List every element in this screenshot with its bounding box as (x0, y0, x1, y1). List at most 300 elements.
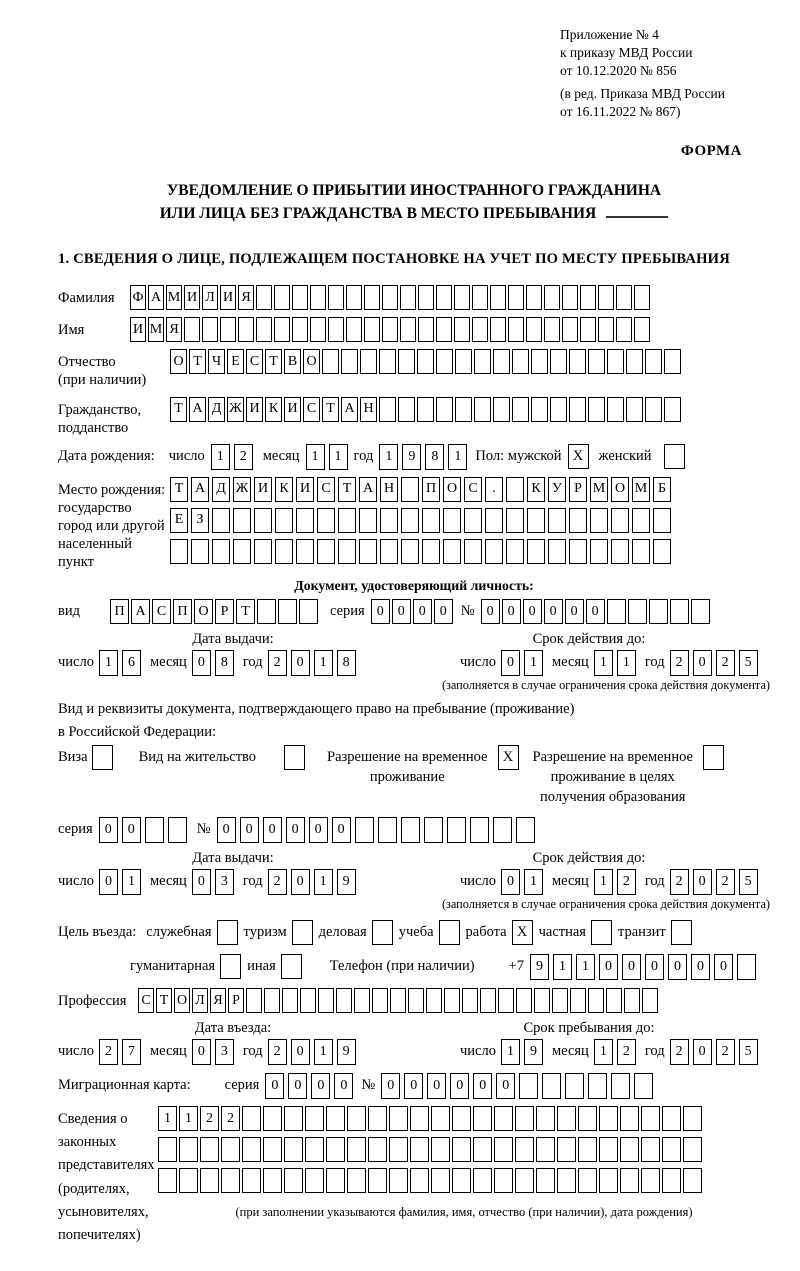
char-cell[interactable] (494, 1106, 513, 1131)
char-cell[interactable]: Л (192, 988, 208, 1013)
char-cell[interactable] (296, 508, 314, 533)
purpose-checkbox[interactable] (292, 920, 313, 945)
char-cell[interactable] (683, 1106, 702, 1131)
char-cell[interactable] (634, 1073, 653, 1099)
char-cell[interactable] (379, 349, 396, 374)
char-cell[interactable]: 0 (288, 1073, 307, 1099)
char-cell[interactable] (364, 317, 380, 342)
char-cell[interactable] (443, 508, 461, 533)
char-cell[interactable] (264, 988, 280, 1013)
char-cell[interactable] (531, 349, 548, 374)
char-cell[interactable] (452, 1137, 471, 1162)
char-cell[interactable] (474, 349, 491, 374)
char-cell[interactable] (317, 508, 335, 533)
char-cell[interactable] (516, 988, 532, 1013)
char-cell[interactable] (454, 285, 470, 310)
char-cell[interactable]: 1 (211, 444, 230, 470)
char-cell[interactable] (599, 1106, 618, 1131)
char-cell[interactable] (527, 508, 545, 533)
char-cell[interactable]: 0 (309, 817, 328, 843)
char-cell[interactable] (389, 1137, 408, 1162)
char-cell[interactable] (422, 539, 440, 564)
char-cell[interactable]: К (265, 397, 282, 422)
char-cell[interactable]: 0 (496, 1073, 515, 1099)
char-cell[interactable]: 0 (693, 1039, 712, 1065)
char-cell[interactable]: 2 (268, 869, 287, 895)
char-cell[interactable] (562, 317, 578, 342)
char-cell[interactable]: 9 (337, 1039, 356, 1065)
char-cell[interactable] (318, 988, 334, 1013)
char-cell[interactable] (526, 317, 542, 342)
char-cell[interactable] (326, 1137, 345, 1162)
char-cell[interactable]: 0 (502, 599, 521, 624)
char-cell[interactable] (542, 1073, 561, 1099)
char-cell[interactable] (464, 508, 482, 533)
char-cell[interactable] (263, 1106, 282, 1131)
char-cell[interactable]: И (246, 397, 263, 422)
char-cell[interactable] (401, 477, 419, 502)
char-cell[interactable] (536, 1137, 555, 1162)
char-cell[interactable]: 1 (379, 444, 398, 470)
char-cell[interactable] (400, 285, 416, 310)
char-cell[interactable]: Н (380, 477, 398, 502)
char-cell[interactable] (606, 988, 622, 1013)
char-cell[interactable] (300, 988, 316, 1013)
char-cell[interactable]: 0 (99, 817, 118, 843)
char-cell[interactable] (354, 988, 370, 1013)
char-cell[interactable]: 0 (371, 599, 390, 624)
char-cell[interactable] (246, 988, 262, 1013)
char-cell[interactable]: 1 (99, 650, 118, 676)
char-cell[interactable] (580, 285, 596, 310)
char-cell[interactable] (380, 539, 398, 564)
char-cell[interactable] (379, 397, 396, 422)
char-cell[interactable]: 1 (158, 1106, 177, 1131)
char-cell[interactable] (158, 1137, 177, 1162)
char-cell[interactable]: 1 (179, 1106, 198, 1131)
char-cell[interactable] (691, 599, 710, 624)
char-cell[interactable]: 2 (234, 444, 253, 470)
char-cell[interactable] (380, 508, 398, 533)
char-cell[interactable] (515, 1137, 534, 1162)
char-cell[interactable]: 0 (192, 869, 211, 895)
char-cell[interactable] (431, 1168, 450, 1193)
char-cell[interactable] (653, 508, 671, 533)
char-cell[interactable] (347, 1137, 366, 1162)
char-cell[interactable]: 1 (524, 869, 543, 895)
char-cell[interactable]: Я (210, 988, 226, 1013)
char-cell[interactable] (368, 1106, 387, 1131)
char-cell[interactable] (512, 349, 529, 374)
char-cell[interactable]: 2 (670, 650, 689, 676)
char-cell[interactable] (436, 317, 452, 342)
char-cell[interactable] (242, 1137, 261, 1162)
char-cell[interactable] (464, 539, 482, 564)
char-cell[interactable]: С (152, 599, 171, 624)
char-cell[interactable]: С (138, 988, 154, 1013)
char-cell[interactable] (620, 1137, 639, 1162)
temp-residence-checkbox[interactable]: X (498, 745, 519, 770)
char-cell[interactable]: Е (227, 349, 244, 374)
char-cell[interactable]: А (191, 477, 209, 502)
char-cell[interactable]: А (341, 397, 358, 422)
char-cell[interactable] (256, 285, 272, 310)
char-cell[interactable]: 1 (314, 869, 333, 895)
char-cell[interactable]: 0 (501, 650, 520, 676)
char-cell[interactable] (569, 508, 587, 533)
char-cell[interactable] (462, 988, 478, 1013)
char-cell[interactable] (470, 817, 489, 843)
char-cell[interactable] (426, 988, 442, 1013)
char-cell[interactable]: 0 (481, 599, 500, 624)
char-cell[interactable]: 0 (334, 1073, 353, 1099)
char-cell[interactable] (328, 317, 344, 342)
char-cell[interactable]: Т (265, 349, 282, 374)
char-cell[interactable] (683, 1168, 702, 1193)
char-cell[interactable] (200, 1137, 219, 1162)
char-cell[interactable]: Т (338, 477, 356, 502)
char-cell[interactable]: 1 (329, 444, 348, 470)
char-cell[interactable] (624, 988, 640, 1013)
char-cell[interactable] (620, 1168, 639, 1193)
char-cell[interactable] (368, 1168, 387, 1193)
char-cell[interactable]: 0 (501, 869, 520, 895)
char-cell[interactable]: 1 (553, 954, 572, 980)
char-cell[interactable]: Р (228, 988, 244, 1013)
char-cell[interactable] (662, 1106, 681, 1131)
char-cell[interactable] (474, 397, 491, 422)
char-cell[interactable]: 0 (714, 954, 733, 980)
char-cell[interactable] (220, 317, 236, 342)
char-cell[interactable] (299, 599, 318, 624)
char-cell[interactable]: 8 (425, 444, 444, 470)
char-cell[interactable] (473, 1168, 492, 1193)
char-cell[interactable]: 8 (215, 650, 234, 676)
char-cell[interactable]: М (166, 285, 182, 310)
char-cell[interactable]: 2 (268, 1039, 287, 1065)
char-cell[interactable] (242, 1106, 261, 1131)
char-cell[interactable] (649, 599, 668, 624)
char-cell[interactable] (212, 539, 230, 564)
char-cell[interactable]: Т (170, 397, 187, 422)
char-cell[interactable]: О (194, 599, 213, 624)
char-cell[interactable] (158, 1168, 177, 1193)
purpose-checkbox[interactable] (439, 920, 460, 945)
char-cell[interactable]: 0 (381, 1073, 400, 1099)
char-cell[interactable] (565, 1073, 584, 1099)
char-cell[interactable] (310, 317, 326, 342)
char-cell[interactable]: О (303, 349, 320, 374)
char-cell[interactable]: Д (208, 397, 225, 422)
char-cell[interactable] (590, 508, 608, 533)
char-cell[interactable]: 0 (523, 599, 542, 624)
char-cell[interactable] (444, 988, 460, 1013)
char-cell[interactable] (275, 508, 293, 533)
char-cell[interactable] (410, 1106, 429, 1131)
char-cell[interactable] (616, 317, 632, 342)
residence-permit-checkbox[interactable] (284, 745, 305, 770)
purpose-checkbox[interactable] (281, 954, 302, 979)
char-cell[interactable]: Р (215, 599, 234, 624)
char-cell[interactable] (202, 317, 218, 342)
char-cell[interactable] (578, 1137, 597, 1162)
char-cell[interactable]: 1 (306, 444, 325, 470)
char-cell[interactable]: 0 (645, 954, 664, 980)
char-cell[interactable]: 0 (691, 954, 710, 980)
char-cell[interactable] (317, 539, 335, 564)
char-cell[interactable]: 3 (215, 869, 234, 895)
char-cell[interactable] (737, 954, 756, 980)
char-cell[interactable]: З (191, 508, 209, 533)
char-cell[interactable] (494, 1168, 513, 1193)
char-cell[interactable] (598, 317, 614, 342)
char-cell[interactable] (292, 317, 308, 342)
char-cell[interactable] (431, 1137, 450, 1162)
char-cell[interactable]: 0 (265, 1073, 284, 1099)
char-cell[interactable] (401, 539, 419, 564)
char-cell[interactable]: П (422, 477, 440, 502)
char-cell[interactable]: 0 (693, 869, 712, 895)
char-cell[interactable]: С (317, 477, 335, 502)
char-cell[interactable]: 0 (192, 650, 211, 676)
char-cell[interactable] (512, 397, 529, 422)
char-cell[interactable]: 2 (617, 869, 636, 895)
char-cell[interactable] (455, 397, 472, 422)
char-cell[interactable] (278, 599, 297, 624)
char-cell[interactable] (506, 477, 524, 502)
char-cell[interactable]: Н (360, 397, 377, 422)
char-cell[interactable] (494, 1137, 513, 1162)
char-cell[interactable]: 0 (311, 1073, 330, 1099)
char-cell[interactable] (641, 1106, 660, 1131)
char-cell[interactable] (641, 1168, 660, 1193)
char-cell[interactable]: П (173, 599, 192, 624)
char-cell[interactable] (179, 1168, 198, 1193)
char-cell[interactable] (550, 349, 567, 374)
char-cell[interactable] (641, 1137, 660, 1162)
char-cell[interactable]: 0 (450, 1073, 469, 1099)
char-cell[interactable] (664, 349, 681, 374)
char-cell[interactable]: 0 (586, 599, 605, 624)
char-cell[interactable] (436, 349, 453, 374)
char-cell[interactable]: И (296, 477, 314, 502)
char-cell[interactable]: 0 (599, 954, 618, 980)
char-cell[interactable]: К (527, 477, 545, 502)
char-cell[interactable] (242, 1168, 261, 1193)
char-cell[interactable] (436, 397, 453, 422)
char-cell[interactable] (305, 1168, 324, 1193)
char-cell[interactable] (398, 397, 415, 422)
char-cell[interactable] (578, 1106, 597, 1131)
char-cell[interactable] (645, 397, 662, 422)
char-cell[interactable]: И (284, 397, 301, 422)
char-cell[interactable]: 0 (565, 599, 584, 624)
char-cell[interactable] (516, 817, 535, 843)
char-cell[interactable]: 0 (332, 817, 351, 843)
char-cell[interactable] (170, 539, 188, 564)
char-cell[interactable] (221, 1168, 240, 1193)
char-cell[interactable]: 1 (524, 650, 543, 676)
char-cell[interactable] (632, 539, 650, 564)
char-cell[interactable] (347, 1106, 366, 1131)
char-cell[interactable]: 0 (99, 869, 118, 895)
char-cell[interactable]: Т (322, 397, 339, 422)
char-cell[interactable] (382, 317, 398, 342)
char-cell[interactable] (473, 1106, 492, 1131)
char-cell[interactable] (642, 988, 658, 1013)
char-cell[interactable] (359, 508, 377, 533)
char-cell[interactable] (626, 397, 643, 422)
char-cell[interactable]: 3 (215, 1039, 234, 1065)
char-cell[interactable] (322, 349, 339, 374)
char-cell[interactable]: Т (189, 349, 206, 374)
char-cell[interactable] (607, 599, 626, 624)
char-cell[interactable] (338, 539, 356, 564)
char-cell[interactable] (436, 285, 452, 310)
char-cell[interactable]: 0 (544, 599, 563, 624)
char-cell[interactable]: 1 (314, 650, 333, 676)
char-cell[interactable] (401, 817, 420, 843)
char-cell[interactable] (346, 317, 362, 342)
char-cell[interactable] (254, 539, 272, 564)
char-cell[interactable] (336, 988, 352, 1013)
char-cell[interactable] (611, 539, 629, 564)
char-cell[interactable]: А (189, 397, 206, 422)
char-cell[interactable]: 0 (622, 954, 641, 980)
char-cell[interactable]: С (246, 349, 263, 374)
char-cell[interactable] (493, 349, 510, 374)
char-cell[interactable]: 0 (122, 817, 141, 843)
char-cell[interactable] (632, 508, 650, 533)
char-cell[interactable] (607, 397, 624, 422)
char-cell[interactable] (599, 1137, 618, 1162)
char-cell[interactable]: 0 (291, 869, 310, 895)
char-cell[interactable]: 8 (337, 650, 356, 676)
char-cell[interactable] (485, 508, 503, 533)
char-cell[interactable] (626, 349, 643, 374)
char-cell[interactable] (570, 988, 586, 1013)
char-cell[interactable] (670, 599, 689, 624)
char-cell[interactable] (284, 1168, 303, 1193)
char-cell[interactable] (200, 1168, 219, 1193)
char-cell[interactable] (257, 599, 276, 624)
char-cell[interactable] (263, 1137, 282, 1162)
char-cell[interactable] (498, 988, 514, 1013)
char-cell[interactable]: 0 (473, 1073, 492, 1099)
char-cell[interactable]: 0 (693, 650, 712, 676)
char-cell[interactable]: 2 (716, 650, 735, 676)
char-cell[interactable] (305, 1106, 324, 1131)
char-cell[interactable]: М (590, 477, 608, 502)
char-cell[interactable] (368, 1137, 387, 1162)
char-cell[interactable] (536, 1168, 555, 1193)
visa-checkbox[interactable] (92, 745, 113, 770)
sex-male-checkbox[interactable]: X (568, 444, 589, 469)
char-cell[interactable]: 5 (739, 650, 758, 676)
char-cell[interactable]: 9 (402, 444, 421, 470)
char-cell[interactable]: 1 (122, 869, 141, 895)
char-cell[interactable] (398, 349, 415, 374)
char-cell[interactable]: И (254, 477, 272, 502)
purpose-checkbox[interactable]: X (512, 920, 533, 945)
char-cell[interactable]: 0 (404, 1073, 423, 1099)
char-cell[interactable] (580, 317, 596, 342)
char-cell[interactable] (284, 1137, 303, 1162)
char-cell[interactable]: 1 (594, 1039, 613, 1065)
purpose-checkbox[interactable] (220, 954, 241, 979)
char-cell[interactable]: Б (653, 477, 671, 502)
char-cell[interactable] (607, 349, 624, 374)
char-cell[interactable] (616, 285, 632, 310)
char-cell[interactable] (569, 539, 587, 564)
char-cell[interactable] (282, 988, 298, 1013)
char-cell[interactable] (557, 1106, 576, 1131)
char-cell[interactable] (400, 317, 416, 342)
char-cell[interactable]: Р (569, 477, 587, 502)
char-cell[interactable]: 0 (427, 1073, 446, 1099)
char-cell[interactable]: Т (170, 477, 188, 502)
char-cell[interactable] (515, 1168, 534, 1193)
char-cell[interactable] (588, 988, 604, 1013)
char-cell[interactable] (341, 349, 358, 374)
char-cell[interactable]: 2 (617, 1039, 636, 1065)
char-cell[interactable]: 0 (286, 817, 305, 843)
char-cell[interactable] (645, 349, 662, 374)
char-cell[interactable] (418, 285, 434, 310)
char-cell[interactable] (408, 988, 424, 1013)
char-cell[interactable] (292, 285, 308, 310)
char-cell[interactable]: 2 (716, 869, 735, 895)
char-cell[interactable] (418, 317, 434, 342)
char-cell[interactable]: 7 (122, 1039, 141, 1065)
sex-female-checkbox[interactable] (664, 444, 685, 469)
char-cell[interactable] (455, 349, 472, 374)
purpose-checkbox[interactable] (217, 920, 238, 945)
char-cell[interactable] (544, 285, 560, 310)
char-cell[interactable]: А (131, 599, 150, 624)
char-cell[interactable] (364, 285, 380, 310)
char-cell[interactable] (662, 1168, 681, 1193)
char-cell[interactable] (443, 539, 461, 564)
char-cell[interactable] (485, 539, 503, 564)
char-cell[interactable] (233, 508, 251, 533)
char-cell[interactable] (422, 508, 440, 533)
char-cell[interactable] (620, 1106, 639, 1131)
char-cell[interactable] (526, 285, 542, 310)
char-cell[interactable]: 0 (668, 954, 687, 980)
char-cell[interactable] (508, 317, 524, 342)
char-cell[interactable]: 9 (337, 869, 356, 895)
char-cell[interactable]: Т (156, 988, 172, 1013)
char-cell[interactable]: О (170, 349, 187, 374)
char-cell[interactable] (508, 285, 524, 310)
char-cell[interactable] (569, 349, 586, 374)
char-cell[interactable]: 1 (594, 869, 613, 895)
char-cell[interactable] (347, 1168, 366, 1193)
char-cell[interactable]: О (443, 477, 461, 502)
char-cell[interactable]: О (611, 477, 629, 502)
char-cell[interactable] (544, 317, 560, 342)
char-cell[interactable] (417, 349, 434, 374)
char-cell[interactable] (355, 817, 374, 843)
char-cell[interactable] (275, 539, 293, 564)
char-cell[interactable]: 0 (434, 599, 453, 624)
char-cell[interactable] (389, 1106, 408, 1131)
char-cell[interactable] (590, 539, 608, 564)
char-cell[interactable]: 1 (594, 650, 613, 676)
char-cell[interactable] (326, 1168, 345, 1193)
char-cell[interactable] (472, 285, 488, 310)
